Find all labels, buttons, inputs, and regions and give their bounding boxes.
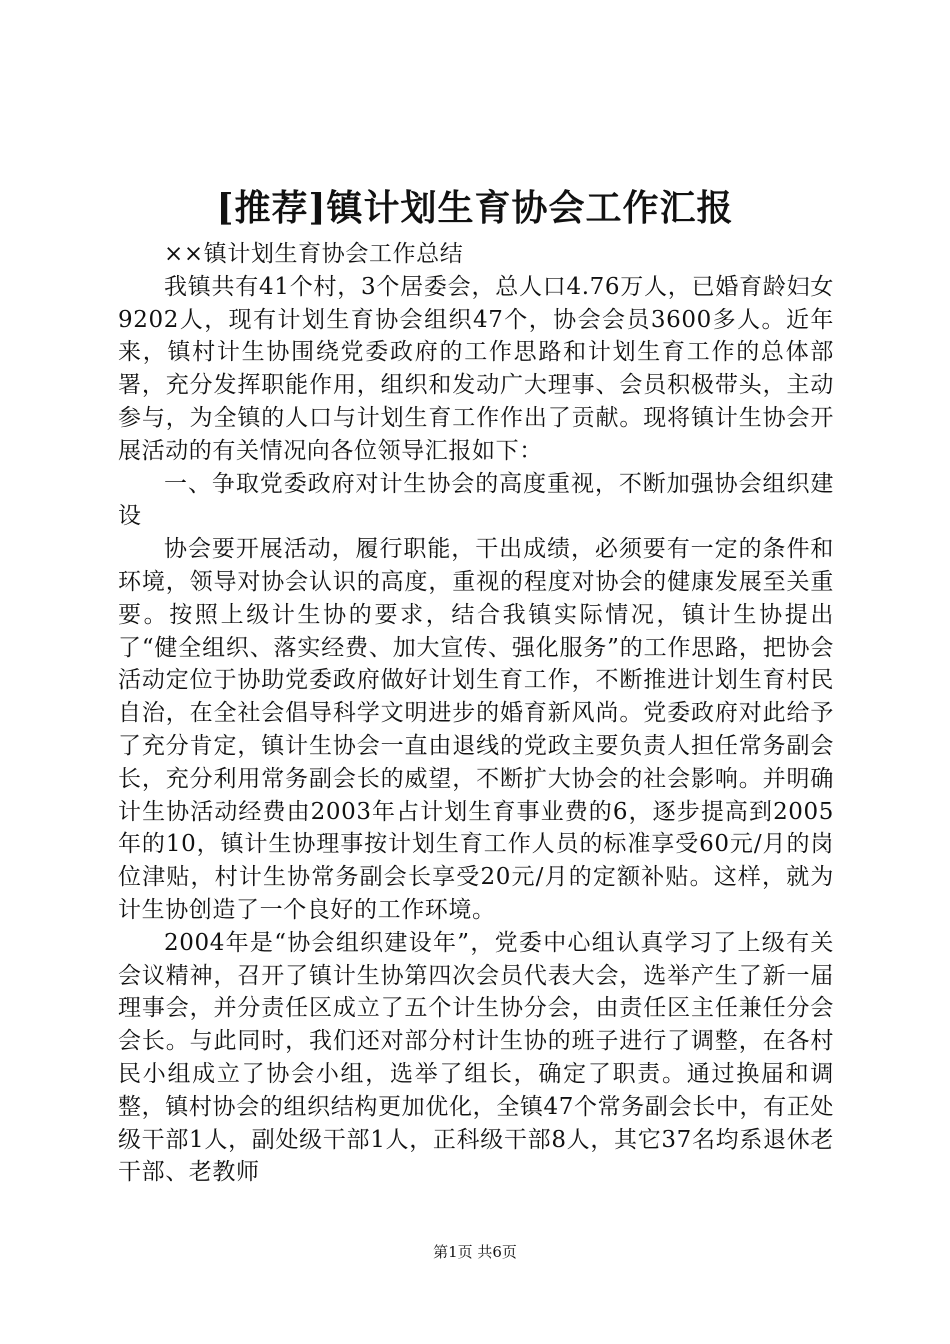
subtitle-paragraph: ××镇计划生育协会工作总结	[164, 241, 464, 267]
section-heading: 一、争取党委政府对计生协会的高度重视，不断加强协会组织建设	[118, 470, 834, 530]
page-footer: 第1页 共6页	[433, 1243, 517, 1261]
document-body	[118, 238, 834, 1189]
body-paragraph: 协会要开展活动，履行职能，干出成绩，必须要有一定的条件和环境，领导对协会认识的高度，重视的程度对协会的健康发展至关重要。按照上级计生协的要求，结合我镇实际情况，镇计生协提出了“健全组织、落实经费、加大宣传、强化服务”的工作思路，把协会活动定位于协助党委政府做好计划生育工作，不断推进计划生育村民自治，在全社会倡导科学文明进步的婚育新风尚。党委政府对此给予了充分肯定，镇计生协会一直由退线的党政主要负责人担任常务副会长，充分利用常务副会长的威望，不断扩大协会的社会影响。并明确计生协活动经费由2003年占计划生育事业费的6，逐步提高到2005年的10，镇计生协理事按计划生育工作人员的标准享受60元/月的岗位津贴，村计生协常务副会长享受20元/月的定额补贴。这样，就为计生协创造了一个良好的工作环境。	[118, 536, 834, 923]
intro-paragraph: 我镇共有41个村，3个居委会，总人口4.76万人，已婚育龄妇女9202人，现有计划生育协会组织47个，协会会员3600多人。近年来，镇村计生协围绕党委政府的工作思路和计划生育工作的总体部署，充分发挥职能作用，组织和发动广大理事、会员积极带头，主动参与，为全镇的人口与计划生育工作作出了贡献。现将镇计生协会开展活动的有关情况向各位领导汇报如下：	[118, 273, 834, 464]
body-paragraph: 2004年是“协会组织建设年”，党委中心组认真学习了上级有关会议精神，召开了镇计生协第四次会员代表大会，选举产生了新一届理事会，并分责任区成立了五个计生协分会，由责任区主任兼任分会会长。与此同时，我们还对部分村计生协的班子进行了调整，在各村民小组成立了协会小组，选举了组长，确定了职责。通过换届和调整，镇村协会的组织结构更加优化，全镇47个常务副会长中，有正处级干部1人，副处级干部1人，正科级干部8人，其它37名均系退休老干部、老教师	[118, 929, 834, 1186]
document-title: [推荐]镇计划生育协会工作汇报	[216, 187, 734, 229]
